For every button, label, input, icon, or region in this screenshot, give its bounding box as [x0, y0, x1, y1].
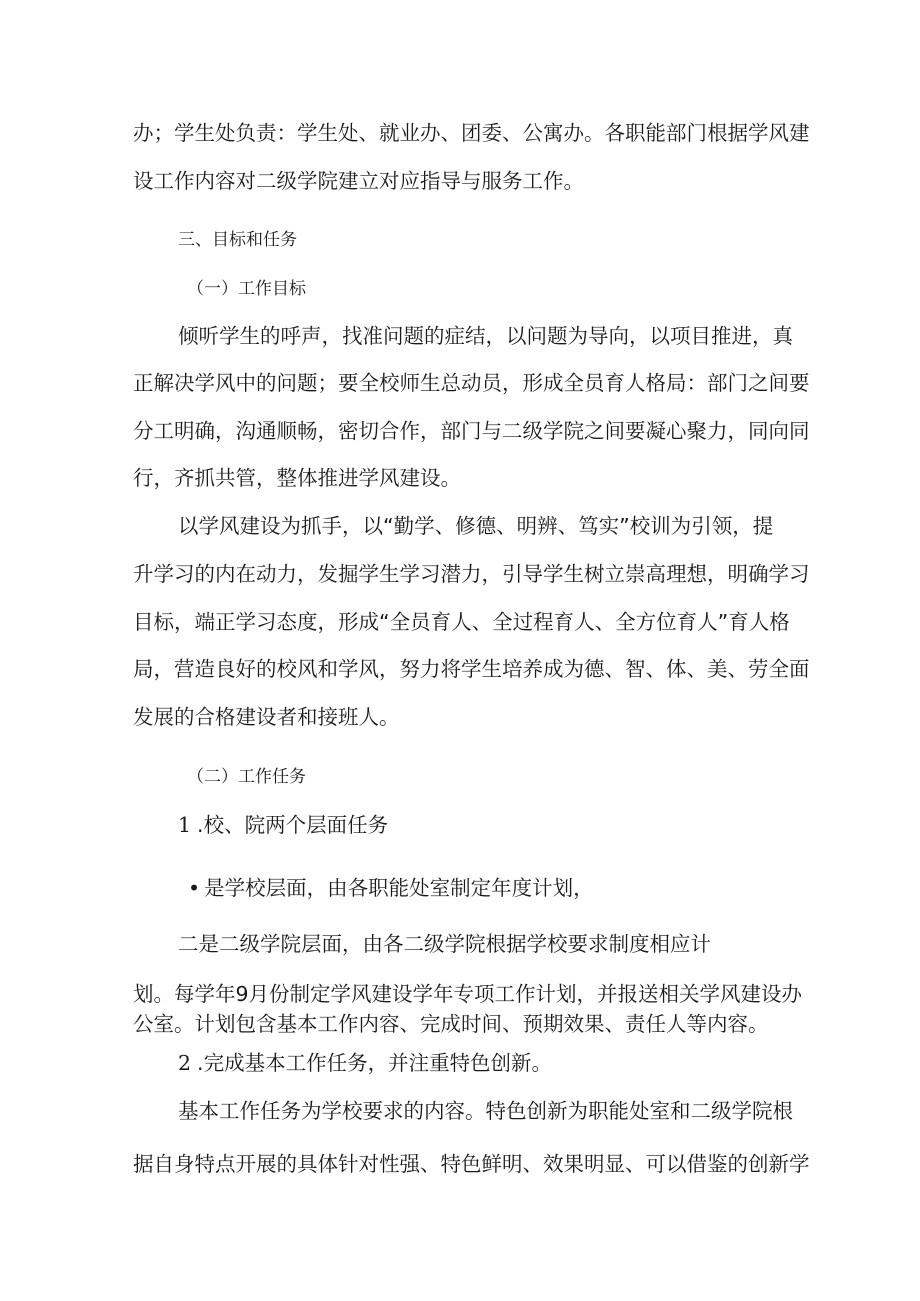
paragraph-line: 基本工作任务为学校要求的内容。特色创新为职能处室和二级学院根 — [178, 1099, 793, 1123]
paragraph-line: 倾听学生的呼声，找准问题的症结，以问题为导向，以项目推进，真 — [178, 324, 793, 348]
paragraph-line: 局，营造良好的校风和学风，努力将学生培养成为德、智、体、美、劳全面 — [133, 657, 810, 681]
paragraph-line: 以学风建设为抓手，以“勤学、修德、明辨、笃实”校训为引领，提 — [178, 514, 774, 538]
subsection-heading: （一）工作目标 — [187, 279, 306, 299]
paragraph-line: 正解决学风中的问题；要全校师生总动员，形成全员育人格局：部门之间要 — [133, 371, 810, 395]
list-item — [178, 810, 388, 840]
bullet-item — [188, 873, 594, 903]
list-number: 1 — [178, 813, 192, 837]
list-item-text: .校、院两个层面任务 — [197, 813, 389, 837]
paragraph-line: 目标，端正学习态度，形成“全员育人、全过程育人、全方位育人”育人格 — [133, 610, 790, 634]
paragraph-line: 升学习的内在动力，发掘学生学习潜力，引导学生树立崇高理想，明确学习 — [133, 562, 810, 586]
paragraph-line: 二是二级学院层面，由各二级学院根据学校要求制度相应计 — [178, 932, 711, 956]
paragraph-line: 分工明确，沟通顺畅，密切合作，部门与二级学院之间要凝心聚力，同向同 — [133, 419, 810, 443]
paragraph-line: 公室。计划包含基本工作内容、完成时间、预期效果、责任人等内容。 — [133, 1012, 769, 1036]
paragraph-line: 据自身特点开展的具体针对性强、特色鲜明、效果明显、可以借鉴的创新学 — [133, 1152, 810, 1176]
paragraph-line: 办；学生处负责：学生处、就业办、团委、公寓办。各职能部门根据学风建 — [133, 121, 810, 145]
paragraph-line: 行，齐抓共管，整体推进学风建设。 — [133, 466, 461, 490]
subsection-heading: （二）工作任务 — [187, 767, 306, 787]
list-item-text: .完成基本工作任务，并注重特色创新。 — [197, 1051, 553, 1075]
bullet-item-text: 是学校层面，由各职能处室制定年度计划， — [204, 876, 594, 900]
list-number: 2 — [178, 1051, 192, 1075]
section-heading: 三、目标和任务 — [178, 230, 297, 250]
paragraph-line: 发展的合格建设者和接班人。 — [133, 705, 400, 729]
paragraph-line: 设工作内容对二级学院建立对应指导与服务工作。 — [133, 169, 584, 193]
bullet-mark: • — [188, 876, 201, 900]
paragraph-line: 划。每学年9月份制定学风建设学年专项工作计划，并报送相关学风建设办 — [133, 982, 803, 1006]
list-item — [178, 1048, 552, 1078]
